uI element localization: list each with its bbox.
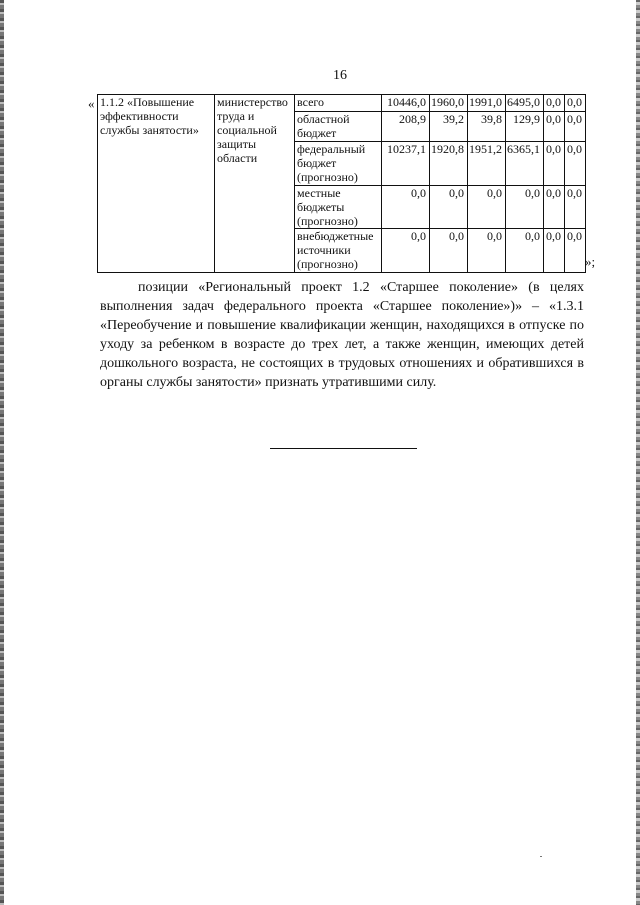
value-cell: 39,8 [468, 112, 506, 142]
source-cell: всего [295, 95, 382, 112]
value-cell: 0,0 [382, 229, 430, 273]
funding-table [97, 94, 586, 273]
source-cell: областной бюджет [295, 112, 382, 142]
scan-speck [540, 856, 542, 857]
value-cell: 1960,0 [430, 95, 468, 112]
value-cell: 0,0 [430, 186, 468, 229]
value-cell: 0,0 [430, 229, 468, 273]
value-cell: 0,0 [468, 229, 506, 273]
value-cell: 0,0 [565, 186, 586, 229]
value-cell: 0,0 [382, 186, 430, 229]
value-cell: 0,0 [506, 229, 544, 273]
value-cell: 0,0 [468, 186, 506, 229]
value-cell: 10237,1 [382, 142, 430, 186]
value-cell: 6365,1 [506, 142, 544, 186]
body-paragraph: позиции «Региональный проект 1.2 «Старшее поколение» (в целях выполнения задач федерального проекта «Старшее поколение»)» – «1.3.1 «Переобучение и повышение квалификации женщин, находящихся в отпуске по уходу за ребенком в возрасте до трех лет, а также женщин, имеющих детей дошкольного возраста, не состоящих в трудовых отношениях и обратившихся в органы службы занятости» признать утратившими силу. [100, 280, 584, 390]
page-number: 16 [333, 68, 347, 83]
value-cell: 0,0 [544, 142, 565, 186]
value-cell: 0,0 [506, 186, 544, 229]
table-close-quote: »; [585, 254, 596, 269]
item-cell: 1.1.2 «Повышение эффективности службы занятости» [98, 95, 215, 273]
table-row [98, 95, 586, 112]
source-cell: внебюджетные источники (прогнозно) [295, 229, 382, 273]
table-open-quote: « [88, 96, 95, 111]
executor-cell: министерство труда и социальной защиты области [215, 95, 295, 273]
value-cell: 0,0 [544, 229, 565, 273]
value-cell: 1920,8 [430, 142, 468, 186]
value-cell: 1951,2 [468, 142, 506, 186]
scan-edge-right [636, 0, 640, 905]
value-cell: 0,0 [544, 112, 565, 142]
value-cell: 0,0 [544, 186, 565, 229]
value-cell: 6495,0 [506, 95, 544, 112]
source-cell: местные бюджеты (прогнозно) [295, 186, 382, 229]
value-cell: 0,0 [544, 95, 565, 112]
scan-edge-left [0, 0, 4, 905]
value-cell: 208,9 [382, 112, 430, 142]
source-cell: федеральный бюджет (прогнозно) [295, 142, 382, 186]
value-cell: 0,0 [565, 142, 586, 186]
value-cell: 0,0 [565, 95, 586, 112]
value-cell: 0,0 [565, 112, 586, 142]
value-cell: 10446,0 [382, 95, 430, 112]
value-cell: 129,9 [506, 112, 544, 142]
signature-line [270, 448, 417, 449]
value-cell: 0,0 [565, 229, 586, 273]
value-cell: 1991,0 [468, 95, 506, 112]
value-cell: 39,2 [430, 112, 468, 142]
